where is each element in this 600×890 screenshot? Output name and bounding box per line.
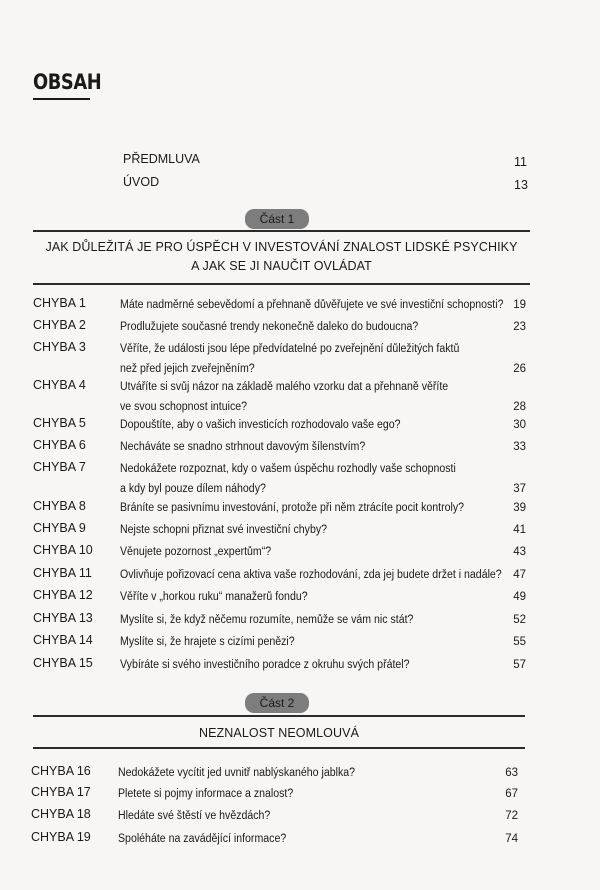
entry-title-line: ve svou schopnost intuice? bbox=[120, 401, 248, 413]
front-matter-page: 13 bbox=[514, 178, 528, 192]
entry-page-number: 55 bbox=[513, 636, 526, 648]
entry-page-number: 39 bbox=[513, 502, 526, 514]
entry-label: CHYBA 15 bbox=[33, 656, 93, 670]
part-heading-line: NEZNALOST NEOMLOUVÁ bbox=[198, 726, 360, 740]
entry-page-number: 33 bbox=[513, 441, 526, 453]
entry-label: CHYBA 1 bbox=[33, 296, 86, 310]
entry-title-line: Prodlužujete současné trendy nekonečně daleko do budoucna? bbox=[120, 321, 419, 333]
entry-title-line: Máte nadměrné sebevědomí a přehnaně důvěřujete ve své investiční schopnosti? bbox=[120, 299, 504, 311]
entry-label: CHYBA 5 bbox=[33, 416, 86, 430]
entry-label: CHYBA 17 bbox=[31, 785, 91, 799]
page-title: OBSAH bbox=[33, 70, 102, 94]
entry-page-number: 67 bbox=[505, 788, 518, 800]
entry-page-number: 28 bbox=[513, 401, 526, 413]
entry-page-number: 41 bbox=[513, 524, 526, 536]
part-badge: Část 2 bbox=[245, 693, 309, 713]
entry-label: CHYBA 4 bbox=[33, 378, 86, 392]
entry-title-line: Myslíte si, že hrajete s cizími penězi? bbox=[120, 636, 295, 648]
entry-label: CHYBA 6 bbox=[33, 438, 86, 452]
entry-label: CHYBA 7 bbox=[33, 460, 86, 474]
entry-page-number: 72 bbox=[505, 810, 518, 822]
entry-title-line: Dopouštíte, aby o vašich investicích rozhodovalo vaše ego? bbox=[120, 419, 401, 431]
entry-page-number: 23 bbox=[513, 321, 526, 333]
entry-page-number: 30 bbox=[513, 419, 526, 431]
title-underline bbox=[33, 98, 90, 100]
entry-label: CHYBA 19 bbox=[31, 830, 91, 844]
entry-page-number: 49 bbox=[513, 591, 526, 603]
entry-page-number: 47 bbox=[513, 569, 526, 581]
entry-page-number: 43 bbox=[513, 546, 526, 558]
entry-title-line: Spoléháte na zavádějící informace? bbox=[118, 833, 287, 845]
entry-title-line: Nedokážete vycítit jed uvnitř nablýskaného jablka? bbox=[118, 767, 356, 779]
entry-label: CHYBA 11 bbox=[33, 566, 92, 580]
entry-page-number: 52 bbox=[513, 614, 526, 626]
entry-label: CHYBA 10 bbox=[33, 543, 93, 557]
part-rule-top bbox=[33, 230, 530, 232]
entry-title-line: Hledáte své štěstí ve hvězdách? bbox=[118, 810, 271, 822]
part-badge: Část 1 bbox=[245, 209, 309, 229]
entry-label: CHYBA 3 bbox=[33, 340, 86, 354]
entry-title-line: Ovlivňuje pořizovací cena aktiva vaše rozhodování, zda jej budete držet i nadále? bbox=[120, 569, 502, 581]
entry-label: CHYBA 9 bbox=[33, 521, 86, 535]
entry-title-line: a kdy byl pouze dílem náhody? bbox=[120, 483, 266, 495]
entry-title-line: Bráníte se pasivnímu investování, protože při něm ztrácíte pocit kontroly? bbox=[120, 502, 465, 514]
entry-label: CHYBA 14 bbox=[33, 633, 93, 647]
entry-title-line: Věříte, že události jsou lépe předvídatelné po zveřejnění důležitých faktů bbox=[120, 343, 460, 355]
entry-page-number: 19 bbox=[513, 299, 526, 311]
entry-label: CHYBA 16 bbox=[31, 764, 91, 778]
entry-label: CHYBA 12 bbox=[33, 588, 93, 602]
entry-title-line: Vybíráte si svého investičního poradce z okruhu svých přátel? bbox=[120, 659, 410, 671]
entry-label: CHYBA 8 bbox=[33, 499, 86, 513]
part-rule-top bbox=[33, 715, 525, 717]
entry-label: CHYBA 18 bbox=[31, 807, 91, 821]
part-heading bbox=[33, 238, 530, 276]
entry-title-line: Pletete si pojmy informace a znalost? bbox=[118, 788, 294, 800]
entry-title-line: Věříte v „horkou ruku“ manažerů fondu? bbox=[120, 591, 308, 603]
part-heading-line: A JAK SE JI NAUČIT OVLÁDAT bbox=[191, 259, 372, 273]
entry-title-line: Věnujete pozornost „expertům“? bbox=[120, 546, 272, 558]
part-heading-line: JAK DŮLEŽITÁ JE PRO ÚSPĚCH V INVESTOVÁNÍ ZNALOST LIDSKÉ PSYCHIKY bbox=[45, 240, 518, 254]
entry-page-number: 63 bbox=[505, 767, 518, 779]
entry-page-number: 57 bbox=[513, 659, 526, 671]
front-matter-label: ÚVOD bbox=[123, 175, 160, 189]
part-rule-bottom bbox=[33, 283, 530, 285]
entry-title-line: Utváříte si svůj názor na základě malého vzorku dat a přehnaně věříte bbox=[120, 381, 449, 393]
front-matter-page: 11 bbox=[514, 155, 527, 169]
entry-title-line: Nedokážete rozpoznat, kdy o vašem úspěchu rozhodly vaše schopnosti bbox=[120, 463, 456, 475]
entry-page-number: 74 bbox=[505, 833, 518, 845]
entry-label: CHYBA 13 bbox=[33, 611, 93, 625]
entry-page-number: 37 bbox=[513, 483, 526, 495]
part-heading bbox=[33, 724, 525, 743]
entry-page-number: 26 bbox=[513, 363, 526, 375]
entry-title-line: Myslíte si, že když něčemu rozumíte, nemůže se vám nic stát? bbox=[120, 614, 414, 626]
entry-title-line: Nejste schopni přiznat své investiční chyby? bbox=[120, 524, 327, 536]
front-matter-label: PŘEDMLUVA bbox=[123, 152, 200, 166]
entry-title-line: než před jejich zveřejněním? bbox=[120, 363, 255, 375]
entry-title-line: Necháváte se snadno strhnout davovým šílenstvím? bbox=[120, 441, 366, 453]
part-rule-bottom bbox=[33, 747, 525, 749]
entry-label: CHYBA 2 bbox=[33, 318, 86, 332]
